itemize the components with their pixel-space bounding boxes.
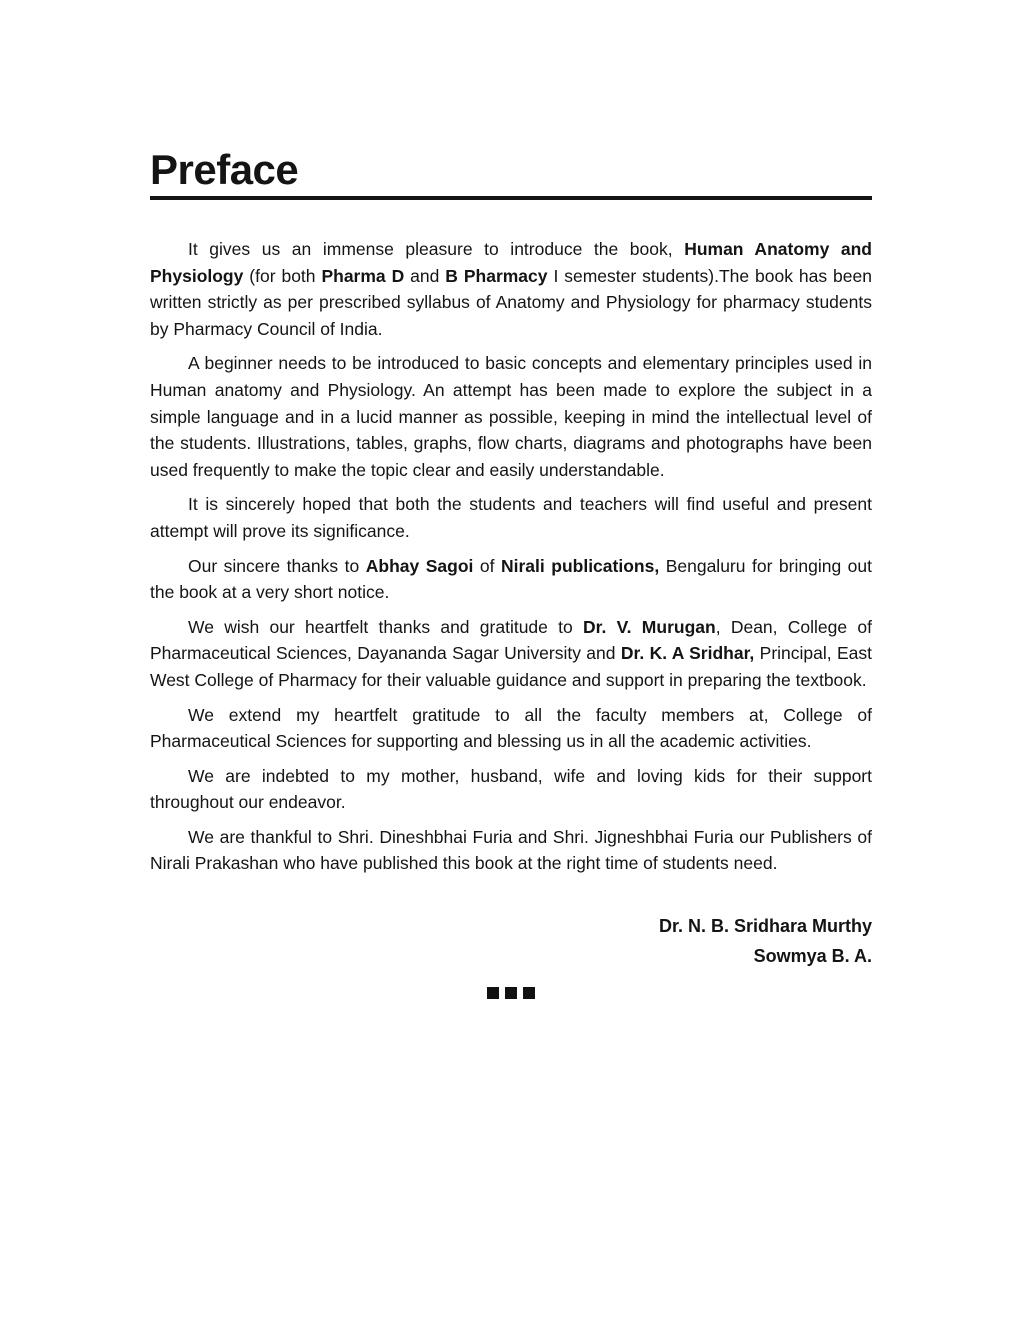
- square-icon: [505, 987, 517, 999]
- square-icon: [523, 987, 535, 999]
- signature-line-author-1: Dr. N. B. Sridhara Murthy: [658, 916, 872, 937]
- paragraph: We wish our heartfelt thanks and gratitude to Dr. V. Murugan, Dean, College of Pharmaceutical Sciences, Dayananda Sagar University and Dr. K. A Sridhar, Principal, East West College of Pharmacy for their valuable guidance and support in preparing the textbook.: [150, 616, 873, 690]
- paragraph: We extend my heartfelt gratitude to all the faculty members at, College of Pharmaceutical Sciences for supporting and blessing us in all the academic activities.: [150, 704, 872, 752]
- paragraph: We are indebted to my mother, husband, wife and loving kids for their support throughout our endeavor.: [150, 765, 872, 813]
- paragraph: We are thankful to Shri. Dineshbhai Furia and Shri. Jigneshbhai Furia our Publishers of Nirali Prakashan who have published this book at the right time of students need.: [150, 826, 872, 874]
- paragraph: Our sincere thanks to Abhay Sagoi of Nirali publications, Bengaluru for bringing out the book at a very short notice.: [150, 555, 873, 603]
- paragraph: A beginner needs to be introduced to basic concepts and elementary principles used in Human anatomy and Physiology. An attempt has been made to explore the subject in a simple language and in a lucid manner as possible, keeping in mind the intellectual level of the students. Illustrations, tables, graphs, flow charts, diagrams and photographs have been used frequently to make the topic clear and easily understandable.: [150, 353, 872, 480]
- signature-block: [150, 911, 872, 971]
- end-of-preface-marker: [150, 987, 872, 999]
- page-content: [150, 148, 872, 999]
- page-title: Preface: [150, 146, 299, 193]
- preface-body: [150, 236, 872, 877]
- paragraph: It gives us an immense pleasure to introduce the book, Human Anatomy and Physiology (for both Pharma D and B Pharmacy I semester students).The book has been written strictly as per prescribed syllabus of Anatomy and Physiology for pharmacy students by Pharmacy Council of India.: [150, 239, 872, 339]
- paragraph: It is sincerely hoped that both the students and teachers will find useful and present attempt will prove its significance.: [150, 494, 872, 541]
- signature-line-author-2: Sowmya B. A.: [753, 946, 872, 967]
- square-icon: [487, 987, 499, 999]
- title-underline-rule: [150, 196, 872, 200]
